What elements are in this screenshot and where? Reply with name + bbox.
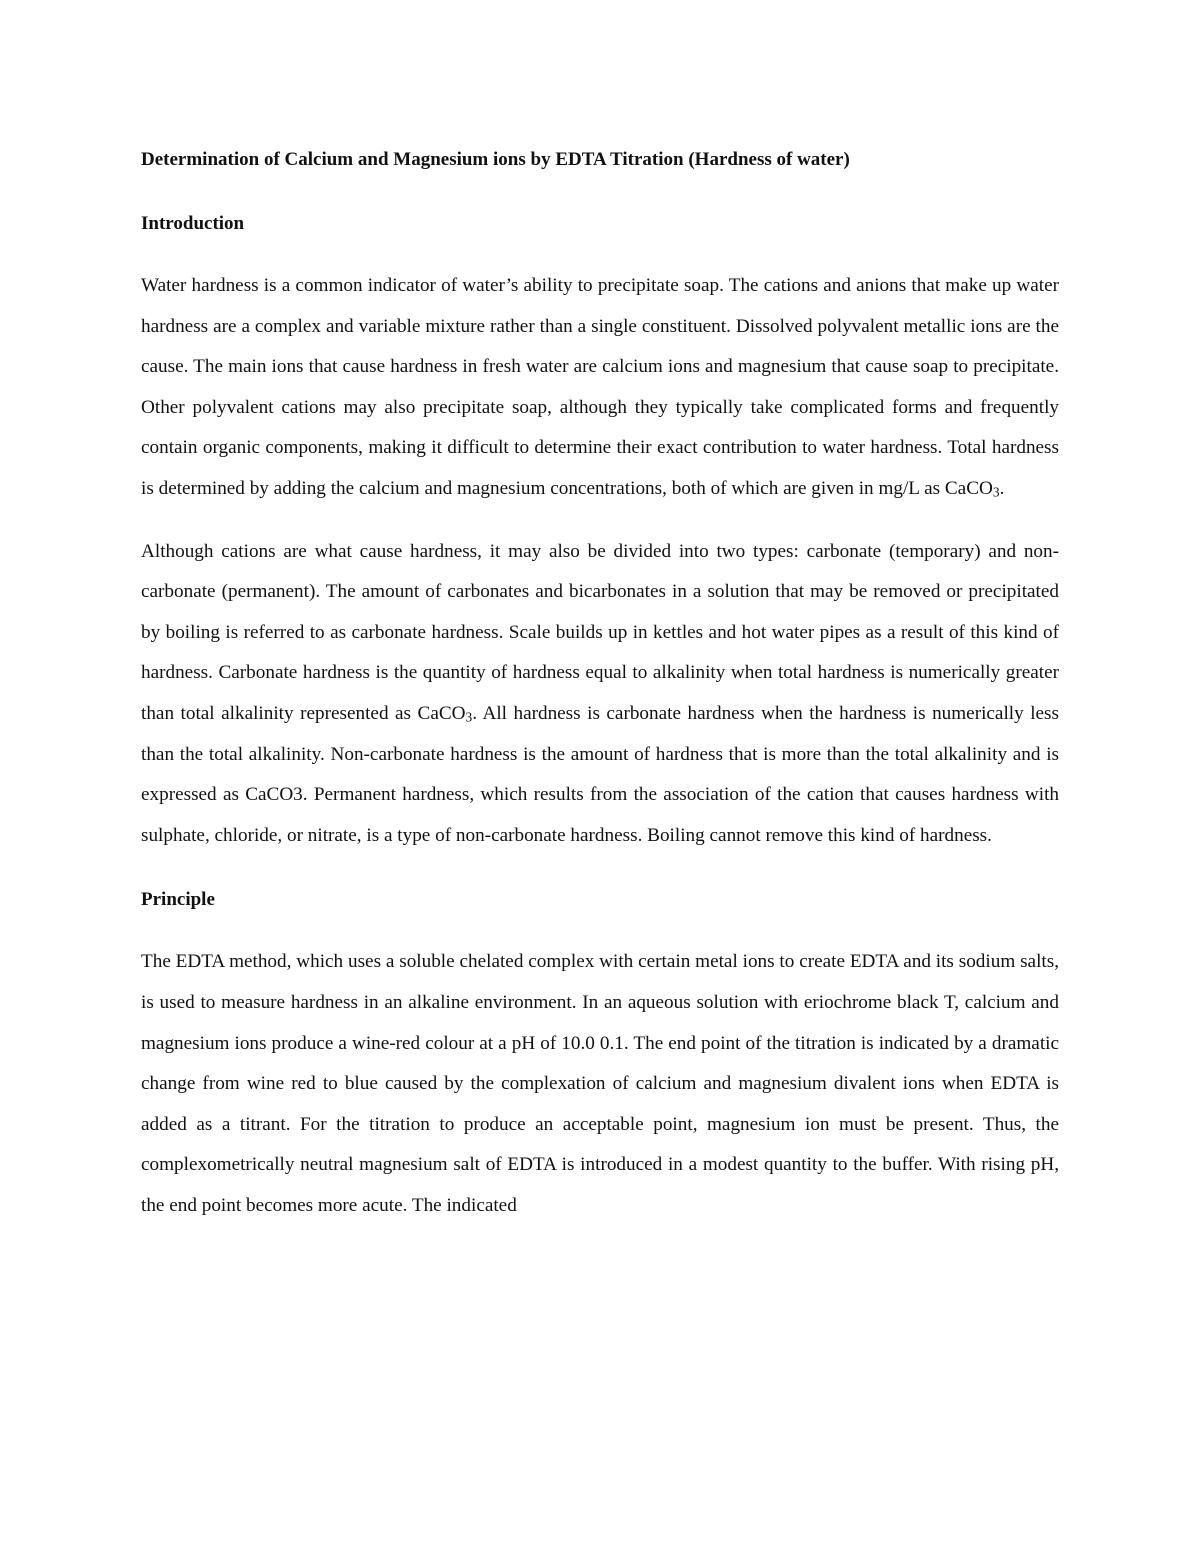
introduction-paragraph-2-text-a: Although cations are what cause hardness, it may also be divided into two types: carbonate (temporary) and non-carbonate (permanent). The amount of carbonates and bicarbonates in a solution that may be removed or precipitated by boiling is referred to as carbonate hardness. Scale builds up in kettles and hot water pipes as a result of this kind of hardness. Carbonate hardness is the quantity of hardness equal to alkalinity when total hardness is numerically greater than total alkalinity represented as CaCO — [141, 540, 1059, 724]
introduction-paragraph-2 — [141, 532, 1059, 857]
introduction-paragraph-2-text-b: . All hardness is carbonate hardness when the hardness is numerically less than the total alkalinity. Non-carbonate hardness is the amount of hardness that is more than the total alkalinity and is expressed as CaCO3. Permanent hardness, which results from the association of the cation that causes hardness with sulphate, chloride, or nitrate, is a type of non-carbonate hardness. Boiling cannot remove this kind of hardness. — [141, 702, 1059, 846]
introduction-paragraph-1-text: Water hardness is a common indicator of water’s ability to precipitate soap. The cations and anions that make up water hardness are a complex and variable mixture rather than a single constituent. Dissolved polyvalent metallic ions are the cause. The main ions that cause hardness in fresh water are calcium ions and magnesium that cause soap to precipitate. Other polyvalent cations may also precipitate soap, although they typically take complicated forms and frequently contain organic components, making it difficult to determine their exact contribution to water hardness. Total hardness is determined by adding the calcium and magnesium concentrations, both of which are given in mg/L as CaCO — [141, 275, 1059, 499]
subscript-3: 3 — [465, 709, 473, 725]
document-body — [141, 140, 1059, 1226]
principle-heading: Principle — [141, 889, 215, 911]
introduction-paragraph-1-end: . — [999, 477, 1005, 499]
subscript-3: 3 — [992, 484, 1000, 500]
introduction-paragraph-1 — [141, 266, 1059, 510]
introduction-heading: Introduction — [141, 213, 245, 234]
principle-paragraph-1: The EDTA method, which uses a soluble chelated complex with certain metal ions to create EDTA and its sodium salts, is used to measure hardness in an alkaline environment. In an aqueous solution with eriochrome black T, calcium and magnesium ions produce a wine-red colour at a pH of 10.0 0.1. The end point of the titration is indicated by a dramatic change from wine red to blue caused by the complexation of calcium and magnesium divalent ions when EDTA is added as a titrant. For the titration to produce an acceptable point, magnesium ion must be present. Thus, the complexometrically neutral magnesium salt of EDTA is introduced in a modest quantity to the buffer. With rising pH, the end point becomes more acute. The indicated — [141, 951, 1059, 1216]
document-title: Determination of Calcium and Magnesium ions by EDTA Titration (Hardness of water) — [141, 149, 850, 170]
